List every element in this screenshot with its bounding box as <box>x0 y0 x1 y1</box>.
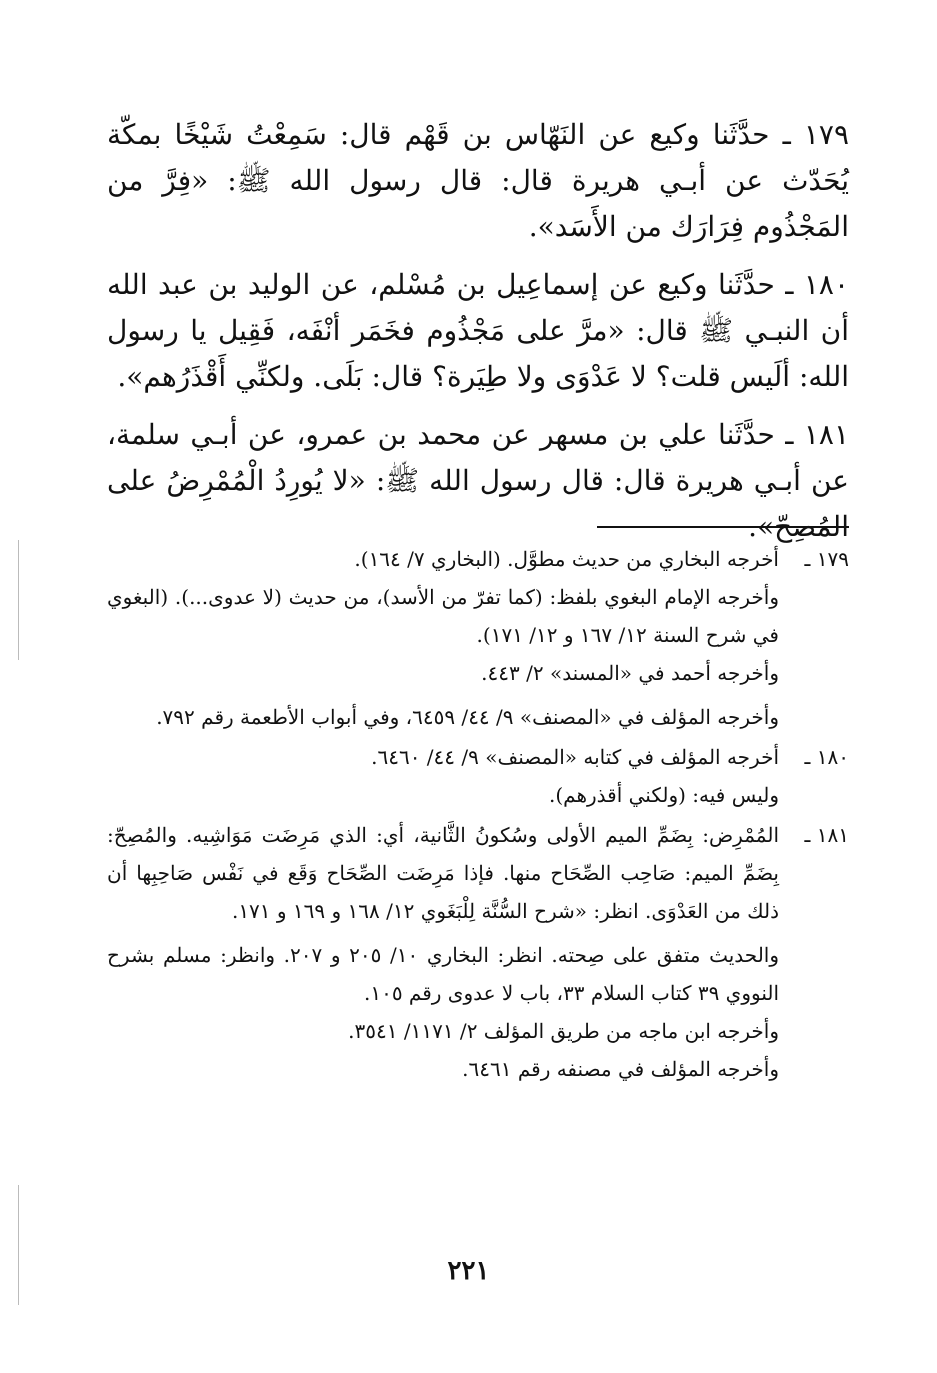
footnote-number: ١٨١ ـ <box>804 823 849 847</box>
page-number: ٢٢١ <box>447 1256 490 1286</box>
hadith-number: ١٧٩ <box>803 118 850 151</box>
footnote-line: وليس فيه: (ولكني أقذرهم). <box>548 783 779 807</box>
hadith-text: ـ حدَّثَنا وكيع عن النَهّاس بن قَهْم قال: سَمِعْتُ شَيْخًا بمكّة يُحَدّث عن أبـي هريرة قال: قال رسول الله ﷺ: «فِرَّ من المَجْذُوم فِرَارَك من الأَسَد». <box>107 118 849 243</box>
footnote-number: ١٧٩ ـ <box>804 547 849 571</box>
footnote-line: وأخرجه ابن ماجه من طريق المؤلف ٢/ ١١٧١/ ٣٥٤١. <box>348 1019 779 1043</box>
footnote-line: أخرجه المؤلف في كتابه «المصنف» ٩/ ٤٤/ ٦٤٦٠. <box>371 745 779 769</box>
footnote-divider <box>597 526 849 528</box>
footnote-line: وأخرجه المؤلف في مصنفه رقم ٦٤٦١. <box>462 1057 779 1081</box>
footnote-181 <box>107 816 849 1088</box>
footnote-line: أخرجه البخاري من حديث مطوَّل. (البخاري ٧/ ١٦٤). <box>354 547 779 571</box>
footnote-180 <box>107 738 849 814</box>
hadith-181 <box>107 412 849 550</box>
hadith-number: ١٨١ <box>803 418 849 451</box>
hadith-180 <box>107 262 849 400</box>
hadith-number: ١٨٠ <box>803 268 850 301</box>
footnote-line: وأخرجه الإمام البغوي بلفظ: (كما تفرّ من الأسد)، من حديث (لا عدوى...). (البغوي في شرح السنة ١٢/ ١٦٧ و ١٢/ ١٧١). <box>107 585 779 647</box>
footnote-line: والحديث متفق على صِحته. انظر: البخاري ١٠/ ٢٠٥ و ٢٠٧. وانظر: مسلم بشرح النووي ٣٩ كتاب السلام ٣٣، باب لا عدوى رقم ١٠٥. <box>107 943 779 1005</box>
footnote-line: وأخرجه أحمد في «المسند» ٢/ ٤٤٣. <box>481 661 779 685</box>
footnote-179 <box>107 540 849 736</box>
footnote-line: وأخرجه المؤلف في «المصنف» ٩/ ٤٤/ ٦٤٥٩، وفي أبواب الأطعمة رقم ٧٩٢. <box>156 705 779 729</box>
footnote-line: المُمْرِض: بِضَمِّ الميم الأولى وسُكونُ الثَّانية، أي: الذي مَرِضَت مَوَاشِيه. والمُصِحّ: بِضَمِّ الميم: صَاحِب الصِّحَاح منها. فإذا مَرِضَت الصِّحَاح وَقَع في نَفْس صَاحِبِها أن ذلك من العَدْوَى. انظر: «شرح السُّنَّة لِلْبَغَوي ١٢/ ١٦٨ و ١٦٩ و ١٧١. <box>107 823 779 923</box>
footnote-number: ١٨٠ ـ <box>804 745 849 769</box>
hadith-text: ـ حدَّثَنا وكيع عن إسماعِيل بن مُسْلم، عن الوليد بن عبد الله أن النبـي ﷺ قال: «مرَّ على مَجْذُوم فخَمَر أنْفَه، فَقِيل يا رسول الله: ألَيس قلت؟ لا عَدْوَى ولا طِيَرة؟ قال: بَلَى. ولكنِّي أَقْذَرُهم». <box>107 268 849 393</box>
scan-edge-mark <box>18 1185 19 1305</box>
hadith-179 <box>107 112 849 250</box>
hadith-text: ـ حدَّثَنا علي بن مسهر عن محمد بن عمرو، عن أبـي سلمة، عن أبـي هريرة قال: قال رسول الله ﷺ: «لا يُورِدُ الْمُمْرِضُ على المُصِحّ». <box>107 418 849 543</box>
scan-edge-mark <box>18 540 19 660</box>
footnotes <box>107 538 849 1088</box>
main-text <box>107 112 849 562</box>
